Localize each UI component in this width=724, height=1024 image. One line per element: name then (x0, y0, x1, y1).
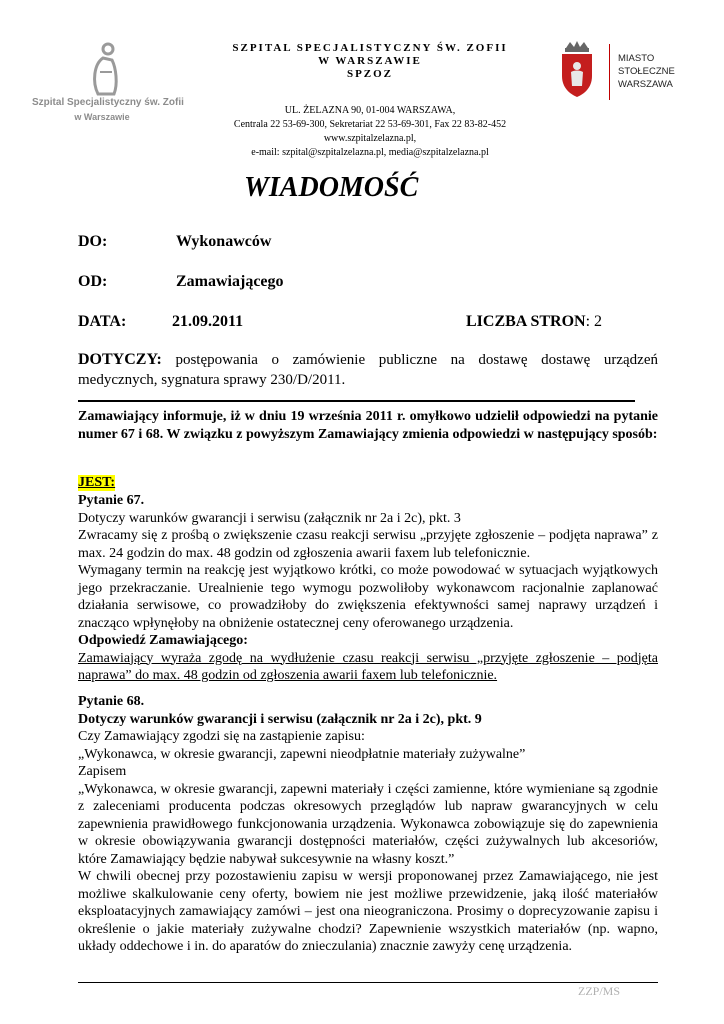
question-reference: Dotyczy warunków gwarancji i serwisu (załącznik nr 2a i 2c), pkt. 9 (78, 711, 482, 727)
replacement-clause: „Wykonawca, w okresie gwarancji, zapewni materiały i części zamienne, które wymieniane są zgodnie z zaleceniami producenta podczas okresowych przeglądów lub napraw gwarancyjnych w celu zapewnienia prawidłowego funkcjonowania urządzenia. Wykonawca zobowiązuje się do zapewnienia w okresie obowiązywania gwarancji dostępności materiałów, części zużywalnych lub akcesoriów, które Zamawiający będzie nabywał sukcesywnie na własny koszt.” (78, 781, 658, 867)
city-line-3: WARSZAWA (618, 79, 673, 90)
divider-rule (78, 400, 635, 402)
subject-label: DOTYCZY: (78, 351, 162, 368)
answer-label: Odpowiedź Zamawiającego: (78, 633, 248, 648)
from-value: Zamawiającego (176, 273, 284, 290)
subject-text: postępowania o zamówienie publiczne na dostawę dostawę urządzeń medycznych, sygnatura sprawy 230/D/2011. (78, 352, 658, 388)
subject (78, 350, 658, 390)
logo-caption-city: w Warszawie (74, 112, 130, 122)
original-clause: „Wykonawca, w okresie gwarancji, zapewni nieodpłatnie materiały zużywalne” (78, 746, 526, 762)
date-value: 21.09.2011 (172, 313, 244, 330)
city-name (618, 52, 675, 91)
hospital-logo (32, 42, 184, 124)
footer-initials: ZZP/MS (578, 984, 621, 998)
question-68 (78, 693, 658, 956)
question-title: Pytanie 67. (78, 493, 145, 508)
hospital-name-line: SZPITAL SPECJALISTYCZNY ŚW. ZOFII (232, 42, 508, 54)
intro-paragraph: Zamawiający informuje, iż w dniu 19 września 2011 r. omyłkowo udzielił odpowiedzi na pytanie numer 67 i 68. W związku z powyższym Zamawiający zmienia odpowiedzi w następujący sposób: (78, 409, 658, 442)
address: UL. ŻELAZNA 90, 01-004 WARSZAWA, (284, 105, 456, 116)
city-line-1: MIASTO (618, 53, 655, 64)
phone-numbers: Centrala 22 53-69-300, Sekretariat 22 53-69-301, Fax 22 83-82-452 (233, 119, 507, 130)
website-link[interactable]: www.szpitalzelazna.pl, (323, 133, 417, 144)
document-title: WIADOMOŚĆ (244, 172, 419, 203)
crest-divider (609, 44, 610, 100)
logo-caption: Szpital Specjalistyczny św. Zofii (32, 97, 184, 108)
hospital-form-line: SPZOZ (346, 68, 394, 80)
email-link[interactable]: e-mail: szpital@szpitalzelazna.pl, media@szpitalzelazna.pl (251, 147, 489, 158)
answer-text: Zamawiający wyraża zgodę na wydłużenie czasu reakcji serwisu „przyjęte zgłoszenie – podjęta naprawa” do max. 48 godzin od zgłoszenia awarii faxem lub telefonicznie. (78, 650, 658, 683)
page-count (466, 313, 602, 331)
warsaw-coat-of-arms-icon (556, 40, 598, 98)
question-text: Zwracamy się z prośbą o zwiększenie czasu reakcji serwisu „przyjęte zgłoszenie – podjęta naprawa” z max. 24 godzin do max. 48 godzin od zgłoszenia awarii faxem lub telefonicznie. (78, 528, 658, 561)
jest-label: JEST: (78, 475, 116, 490)
question-text: Czy Zamawiający zgodzi się na zastąpienie zapisu: (78, 729, 365, 744)
date-label: DATA: (78, 313, 127, 330)
footer-rule (78, 982, 658, 983)
hospital-name (190, 42, 550, 81)
replacement-label: Zapisem (78, 764, 127, 779)
question-reference: Dotyczy warunków gwarancji i serwisu (załącznik nr 2a i 2c), pkt. 3 (78, 510, 461, 526)
to-label: DO: (78, 233, 108, 250)
question-justification: Wymagany termin na reakcję jest wyjątkowo krótki, co może powodować w sytuacjach wyjątkowych jego przekraczanie. Urealnienie tego wymogu pozwoliłoby wykonawcom racjonalnie zaplanować działania serwisowe, co prowadziłoby do zwiększenia efektywności samej naprawy urządzeń i znacząco wpłynęłoby na obniżenie ostatecznej ceny oferowanego urządzenia. (78, 563, 658, 631)
page-count-value: : 2 (585, 313, 603, 330)
from-label: OD: (78, 273, 108, 290)
to-value: Wykonawców (176, 233, 272, 250)
hospital-logo-icon (90, 42, 120, 98)
hospital-city-line: W WARSZAWIE (318, 55, 422, 67)
page-count-label: LICZBA STRON (466, 313, 586, 330)
question-67 (78, 492, 658, 685)
hospital-contact (190, 104, 550, 160)
question-justification: W chwili obecnej przy pozostawieniu zapisu w wersji proponowanej przez Zamawiającego, nie jest możliwe skalkulowanie ceny oferty, bowiem nie jest możliwe przewidzenie, jaką ilość materiałów eksploatacyjnych zamawiający zamówi – jest ona nieograniczona. Prosimy o doprecyzowanie zapisu i określenie o jakie materiały zużywalne chodzi? Zapewnienie wszystkich materiałów (np. wapno, układy oddechowe i in. do aparatów do znieczulania) znacznie zawyży cenę urządzenia. (78, 869, 658, 954)
city-line-2: STOŁECZNE (618, 66, 675, 77)
question-title: Pytanie 68. (78, 694, 145, 709)
